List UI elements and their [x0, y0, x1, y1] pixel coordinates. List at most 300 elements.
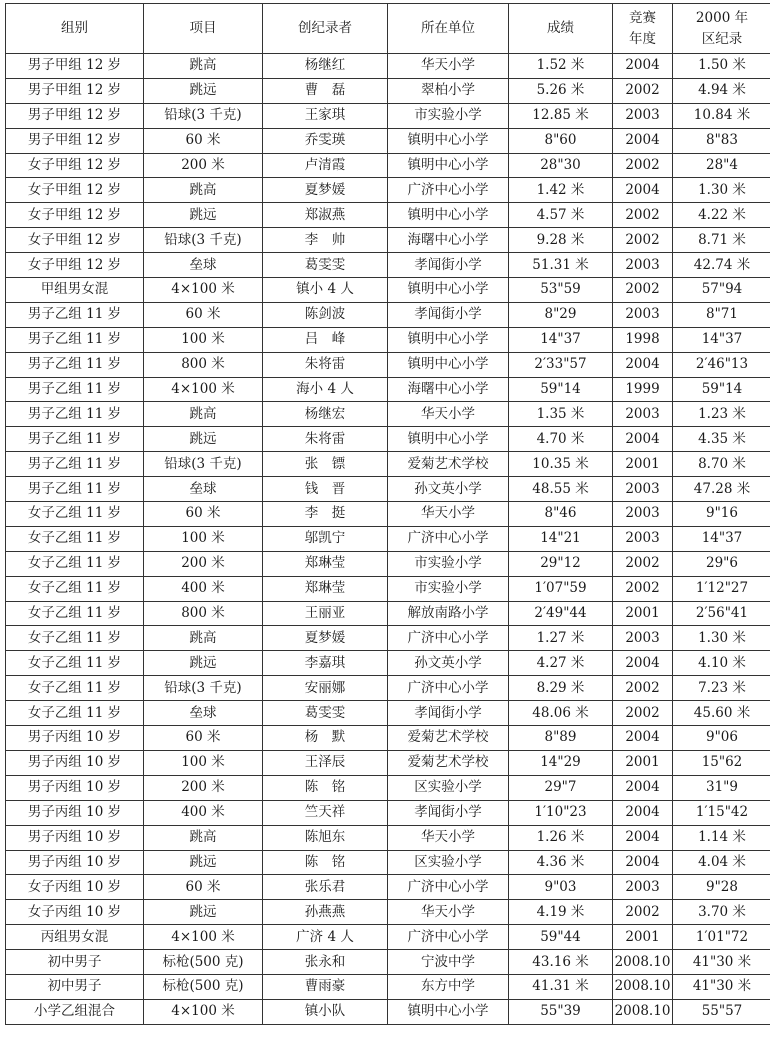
cell-year: 2003 [613, 502, 673, 527]
cell-group: 男子丙组 10 岁 [6, 750, 144, 775]
cell-record: 1′15"42 [673, 800, 770, 825]
cell-record: 8"83 [673, 128, 770, 153]
cell-group: 男子甲组 12 岁 [6, 128, 144, 153]
cell-year: 2008.10 [613, 999, 673, 1024]
cell-item: 标枪(500 克) [144, 950, 263, 975]
cell-score: 59"14 [509, 377, 613, 402]
table-row [6, 502, 770, 527]
cell-item: 跳远 [144, 78, 263, 103]
cell-item: 4×100 米 [144, 278, 263, 303]
cell-group: 女子丙组 10 岁 [6, 875, 144, 900]
cell-unit: 市实验小学 [388, 576, 509, 601]
cell-score: 8"60 [509, 128, 613, 153]
cell-unit: 孝闻街小学 [388, 800, 509, 825]
cell-score: 48.06 米 [509, 701, 613, 726]
cell-record: 1.50 米 [673, 54, 770, 79]
header-holder: 创纪录者 [263, 4, 388, 54]
cell-group: 女子乙组 11 岁 [6, 676, 144, 701]
cell-year: 1998 [613, 327, 673, 352]
cell-unit: 广济中心小学 [388, 676, 509, 701]
cell-group: 男子丙组 10 岁 [6, 825, 144, 850]
cell-unit: 镇明中心小学 [388, 999, 509, 1024]
cell-holder: 安丽娜 [263, 676, 388, 701]
cell-group: 男子乙组 11 岁 [6, 302, 144, 327]
cell-holder: 朱将雷 [263, 352, 388, 377]
cell-year: 2004 [613, 850, 673, 875]
cell-record: 57"94 [673, 278, 770, 303]
cell-group: 女子甲组 12 岁 [6, 203, 144, 228]
cell-year: 2003 [613, 477, 673, 502]
cell-score: 2′49"44 [509, 601, 613, 626]
header-year-line1: 竞赛 [629, 9, 656, 26]
cell-score: 12.85 米 [509, 103, 613, 128]
table-row [6, 900, 770, 925]
header-record [673, 4, 770, 54]
cell-holder: 张永和 [263, 950, 388, 975]
cell-score: 59"44 [509, 925, 613, 950]
cell-item: 跳远 [144, 900, 263, 925]
cell-item: 60 米 [144, 502, 263, 527]
cell-group: 男子乙组 11 岁 [6, 352, 144, 377]
cell-record: 28"4 [673, 153, 770, 178]
table-row [6, 651, 770, 676]
header-year-line2: 年度 [629, 30, 656, 47]
cell-record: 8"71 [673, 302, 770, 327]
cell-unit: 海曙中心小学 [388, 228, 509, 253]
table-row [6, 253, 770, 278]
cell-group: 男子乙组 11 岁 [6, 452, 144, 477]
cell-unit: 海曙中心小学 [388, 377, 509, 402]
cell-holder: 曹 磊 [263, 78, 388, 103]
cell-score: 28"30 [509, 153, 613, 178]
header-row [6, 4, 770, 54]
cell-year: 2002 [613, 153, 673, 178]
cell-unit: 爱菊艺术学校 [388, 452, 509, 477]
cell-record: 1.23 米 [673, 402, 770, 427]
cell-group: 女子乙组 11 岁 [6, 551, 144, 576]
cell-record: 8.70 米 [673, 452, 770, 477]
table-row [6, 153, 770, 178]
cell-unit: 解放南路小学 [388, 601, 509, 626]
cell-unit: 广济中心小学 [388, 526, 509, 551]
cell-group: 女子甲组 12 岁 [6, 253, 144, 278]
table-row [6, 626, 770, 651]
cell-year: 2004 [613, 128, 673, 153]
cell-item: 垒球 [144, 477, 263, 502]
cell-year: 2004 [613, 651, 673, 676]
cell-group: 女子乙组 11 岁 [6, 626, 144, 651]
cell-item: 铅球(3 千克) [144, 228, 263, 253]
cell-unit: 广济中心小学 [388, 875, 509, 900]
cell-score: 14"29 [509, 750, 613, 775]
cell-year: 2003 [613, 626, 673, 651]
cell-score: 8"29 [509, 302, 613, 327]
cell-unit: 宁波中学 [388, 950, 509, 975]
cell-year: 2003 [613, 103, 673, 128]
cell-unit: 东方中学 [388, 974, 509, 999]
cell-unit: 镇明中心小学 [388, 278, 509, 303]
cell-year: 2002 [613, 676, 673, 701]
table-row [6, 875, 770, 900]
cell-record: 9"06 [673, 726, 770, 751]
cell-holder: 曹雨豪 [263, 974, 388, 999]
cell-unit: 孝闻街小学 [388, 302, 509, 327]
cell-group: 初中男子 [6, 950, 144, 975]
cell-item: 跳高 [144, 178, 263, 203]
cell-group: 女子丙组 10 岁 [6, 900, 144, 925]
cell-item: 铅球(3 千克) [144, 676, 263, 701]
cell-score: 4.36 米 [509, 850, 613, 875]
cell-item: 跳高 [144, 402, 263, 427]
table-row [6, 950, 770, 975]
cell-year: 2003 [613, 526, 673, 551]
cell-record: 4.94 米 [673, 78, 770, 103]
cell-year: 2002 [613, 228, 673, 253]
table-row [6, 278, 770, 303]
cell-unit: 镇明中心小学 [388, 128, 509, 153]
cell-score: 51.31 米 [509, 253, 613, 278]
cell-item: 跳远 [144, 651, 263, 676]
cell-group: 男子丙组 10 岁 [6, 726, 144, 751]
cell-unit: 市实验小学 [388, 551, 509, 576]
cell-holder: 李 挺 [263, 502, 388, 527]
cell-item: 100 米 [144, 750, 263, 775]
cell-group: 小学乙组混合 [6, 999, 144, 1024]
cell-record: 42.74 米 [673, 253, 770, 278]
cell-score: 8"89 [509, 726, 613, 751]
table-row [6, 999, 770, 1024]
cell-unit: 镇明中心小学 [388, 352, 509, 377]
cell-item: 标枪(500 克) [144, 974, 263, 999]
cell-score: 1.27 米 [509, 626, 613, 651]
cell-unit: 华天小学 [388, 825, 509, 850]
table-row [6, 601, 770, 626]
cell-holder: 杨继红 [263, 54, 388, 79]
cell-record: 7.23 米 [673, 676, 770, 701]
cell-holder: 钱 晋 [263, 477, 388, 502]
cell-score: 1.52 米 [509, 54, 613, 79]
cell-score: 4.57 米 [509, 203, 613, 228]
cell-holder: 乔雯瑛 [263, 128, 388, 153]
cell-item: 跳远 [144, 203, 263, 228]
cell-holder: 王家琪 [263, 103, 388, 128]
cell-unit: 翠柏小学 [388, 78, 509, 103]
cell-holder: 郑琳莹 [263, 576, 388, 601]
cell-unit: 爱菊艺术学校 [388, 726, 509, 751]
cell-year: 2002 [613, 900, 673, 925]
cell-group: 男子丙组 10 岁 [6, 850, 144, 875]
cell-year: 2004 [613, 427, 673, 452]
cell-group: 男子乙组 11 岁 [6, 327, 144, 352]
table-row [6, 850, 770, 875]
cell-year: 2002 [613, 278, 673, 303]
cell-record: 8.71 米 [673, 228, 770, 253]
cell-item: 跳高 [144, 825, 263, 850]
cell-score: 1′07"59 [509, 576, 613, 601]
cell-holder: 李嘉琪 [263, 651, 388, 676]
cell-group: 男子丙组 10 岁 [6, 800, 144, 825]
cell-record: 29"6 [673, 551, 770, 576]
cell-year: 2001 [613, 925, 673, 950]
cell-unit: 华天小学 [388, 900, 509, 925]
cell-item: 跳远 [144, 427, 263, 452]
cell-record: 41"30 米 [673, 950, 770, 975]
cell-group: 女子乙组 11 岁 [6, 601, 144, 626]
header-group: 组别 [6, 4, 144, 54]
cell-holder: 镇小 4 人 [263, 278, 388, 303]
cell-group: 女子乙组 11 岁 [6, 701, 144, 726]
cell-score: 41.31 米 [509, 974, 613, 999]
cell-holder: 夏梦媛 [263, 626, 388, 651]
cell-item: 60 米 [144, 726, 263, 751]
cell-unit: 广济中心小学 [388, 626, 509, 651]
cell-score: 1′10"23 [509, 800, 613, 825]
cell-record: 10.84 米 [673, 103, 770, 128]
cell-year: 2008.10 [613, 950, 673, 975]
cell-year: 1999 [613, 377, 673, 402]
cell-score: 1.42 米 [509, 178, 613, 203]
cell-score: 9.28 米 [509, 228, 613, 253]
table-row [6, 203, 770, 228]
cell-unit: 广济中心小学 [388, 178, 509, 203]
cell-item: 100 米 [144, 327, 263, 352]
cell-score: 4.19 米 [509, 900, 613, 925]
cell-item: 4×100 米 [144, 999, 263, 1024]
cell-group: 女子乙组 11 岁 [6, 576, 144, 601]
cell-group: 甲组男女混 [6, 278, 144, 303]
cell-score: 53"59 [509, 278, 613, 303]
table-row [6, 103, 770, 128]
cell-year: 2001 [613, 750, 673, 775]
table-row [6, 178, 770, 203]
cell-record: 1′01"72 [673, 925, 770, 950]
cell-holder: 杨继宏 [263, 402, 388, 427]
cell-year: 2004 [613, 54, 673, 79]
cell-unit: 镇明中心小学 [388, 203, 509, 228]
cell-holder: 夏梦媛 [263, 178, 388, 203]
cell-record: 9"16 [673, 502, 770, 527]
records-table [5, 3, 770, 1025]
cell-group: 男子乙组 11 岁 [6, 477, 144, 502]
table-row [6, 327, 770, 352]
cell-unit: 华天小学 [388, 502, 509, 527]
cell-group: 女子甲组 12 岁 [6, 178, 144, 203]
table-row [6, 551, 770, 576]
table-row [6, 526, 770, 551]
cell-score: 43.16 米 [509, 950, 613, 975]
cell-unit: 广济中心小学 [388, 925, 509, 950]
table-body [6, 54, 770, 1025]
cell-year: 2002 [613, 78, 673, 103]
cell-holder: 陈 铭 [263, 850, 388, 875]
cell-score: 14"37 [509, 327, 613, 352]
cell-record: 1.30 米 [673, 178, 770, 203]
cell-year: 2003 [613, 302, 673, 327]
cell-unit: 华天小学 [388, 402, 509, 427]
cell-record: 14"37 [673, 327, 770, 352]
cell-holder: 郑淑燕 [263, 203, 388, 228]
cell-score: 2′33"57 [509, 352, 613, 377]
cell-year: 2003 [613, 253, 673, 278]
table-row [6, 775, 770, 800]
cell-record: 1.30 米 [673, 626, 770, 651]
cell-group: 女子乙组 11 岁 [6, 651, 144, 676]
cell-score: 8"46 [509, 502, 613, 527]
cell-year: 2002 [613, 551, 673, 576]
cell-year: 2001 [613, 601, 673, 626]
cell-item: 垒球 [144, 253, 263, 278]
cell-holder: 吕 峰 [263, 327, 388, 352]
cell-group: 男子乙组 11 岁 [6, 402, 144, 427]
cell-score: 29"12 [509, 551, 613, 576]
cell-item: 跳远 [144, 850, 263, 875]
cell-group: 女子乙组 11 岁 [6, 502, 144, 527]
cell-group: 男子甲组 12 岁 [6, 78, 144, 103]
cell-score: 48.55 米 [509, 477, 613, 502]
cell-item: 4×100 米 [144, 925, 263, 950]
cell-score: 55"39 [509, 999, 613, 1024]
cell-score: 14"21 [509, 526, 613, 551]
cell-record: 1′12"27 [673, 576, 770, 601]
cell-item: 400 米 [144, 576, 263, 601]
cell-year: 2002 [613, 203, 673, 228]
cell-unit: 孝闻街小学 [388, 253, 509, 278]
cell-year: 2008.10 [613, 974, 673, 999]
cell-holder: 朱将雷 [263, 427, 388, 452]
table-row [6, 676, 770, 701]
cell-item: 100 米 [144, 526, 263, 551]
table-row [6, 800, 770, 825]
cell-item: 铅球(3 千克) [144, 103, 263, 128]
cell-item: 跳高 [144, 54, 263, 79]
cell-holder: 李 帅 [263, 228, 388, 253]
header-unit: 所在单位 [388, 4, 509, 54]
cell-record: 4.35 米 [673, 427, 770, 452]
cell-item: 垒球 [144, 701, 263, 726]
cell-holder: 葛雯雯 [263, 701, 388, 726]
cell-unit: 爱菊艺术学校 [388, 750, 509, 775]
table-row [6, 54, 770, 79]
cell-year: 2003 [613, 402, 673, 427]
table-row [6, 925, 770, 950]
cell-holder: 王泽辰 [263, 750, 388, 775]
cell-holder: 王丽亚 [263, 601, 388, 626]
table-row [6, 477, 770, 502]
table-row [6, 228, 770, 253]
cell-score: 29"7 [509, 775, 613, 800]
cell-year: 2004 [613, 800, 673, 825]
table-row [6, 302, 770, 327]
cell-record: 45.60 米 [673, 701, 770, 726]
cell-holder: 杨 默 [263, 726, 388, 751]
cell-record: 3.70 米 [673, 900, 770, 925]
cell-record: 59"14 [673, 377, 770, 402]
cell-holder: 卢清霞 [263, 153, 388, 178]
cell-item: 800 米 [144, 352, 263, 377]
cell-item: 800 米 [144, 601, 263, 626]
cell-item: 200 米 [144, 153, 263, 178]
cell-score: 9"03 [509, 875, 613, 900]
cell-record: 2′46"13 [673, 352, 770, 377]
cell-record: 41"30 米 [673, 974, 770, 999]
cell-holder: 陈 铭 [263, 775, 388, 800]
cell-unit: 华天小学 [388, 54, 509, 79]
cell-holder: 张乐君 [263, 875, 388, 900]
cell-year: 2002 [613, 701, 673, 726]
cell-unit: 孙文英小学 [388, 477, 509, 502]
cell-holder: 陈剑波 [263, 302, 388, 327]
cell-item: 60 米 [144, 302, 263, 327]
table-row [6, 427, 770, 452]
table-row [6, 128, 770, 153]
cell-year: 2004 [613, 178, 673, 203]
cell-holder: 郑琳莹 [263, 551, 388, 576]
header-record-line1: 2000 年 [695, 9, 749, 26]
header-record-line2: 区纪录 [701, 30, 743, 47]
cell-score: 4.70 米 [509, 427, 613, 452]
cell-group: 女子甲组 12 岁 [6, 153, 144, 178]
header-score: 成绩 [509, 4, 613, 54]
cell-unit: 镇明中心小学 [388, 327, 509, 352]
cell-item: 跳高 [144, 626, 263, 651]
cell-year: 2003 [613, 875, 673, 900]
cell-record: 15"62 [673, 750, 770, 775]
cell-group: 丙组男女混 [6, 925, 144, 950]
cell-group: 男子丙组 10 岁 [6, 775, 144, 800]
cell-holder: 邬凯宁 [263, 526, 388, 551]
table-row [6, 974, 770, 999]
cell-item: 400 米 [144, 800, 263, 825]
table-row [6, 452, 770, 477]
cell-record: 4.04 米 [673, 850, 770, 875]
cell-year: 2001 [613, 452, 673, 477]
table-row [6, 701, 770, 726]
cell-year: 2004 [613, 825, 673, 850]
cell-item: 铅球(3 千克) [144, 452, 263, 477]
cell-year: 2002 [613, 576, 673, 601]
cell-score: 5.26 米 [509, 78, 613, 103]
cell-year: 2004 [613, 775, 673, 800]
table-row [6, 377, 770, 402]
cell-unit: 镇明中心小学 [388, 153, 509, 178]
cell-item: 200 米 [144, 775, 263, 800]
cell-group: 女子乙组 11 岁 [6, 526, 144, 551]
cell-record: 9"28 [673, 875, 770, 900]
cell-record: 2′56"41 [673, 601, 770, 626]
records-table-wrapper [5, 3, 770, 1025]
cell-item: 60 米 [144, 875, 263, 900]
header-item: 项目 [144, 4, 263, 54]
cell-year: 2004 [613, 352, 673, 377]
table-row [6, 576, 770, 601]
cell-unit: 孙文英小学 [388, 651, 509, 676]
cell-score: 8.29 米 [509, 676, 613, 701]
cell-group: 男子甲组 12 岁 [6, 54, 144, 79]
table-row [6, 825, 770, 850]
cell-record: 55"57 [673, 999, 770, 1024]
cell-group: 女子甲组 12 岁 [6, 228, 144, 253]
cell-score: 4.27 米 [509, 651, 613, 676]
cell-holder: 镇小队 [263, 999, 388, 1024]
cell-score: 10.35 米 [509, 452, 613, 477]
table-row [6, 750, 770, 775]
cell-group: 男子乙组 11 岁 [6, 377, 144, 402]
cell-year: 2004 [613, 726, 673, 751]
cell-holder: 张 镖 [263, 452, 388, 477]
cell-record: 47.28 米 [673, 477, 770, 502]
cell-unit: 市实验小学 [388, 103, 509, 128]
cell-score: 1.35 米 [509, 402, 613, 427]
